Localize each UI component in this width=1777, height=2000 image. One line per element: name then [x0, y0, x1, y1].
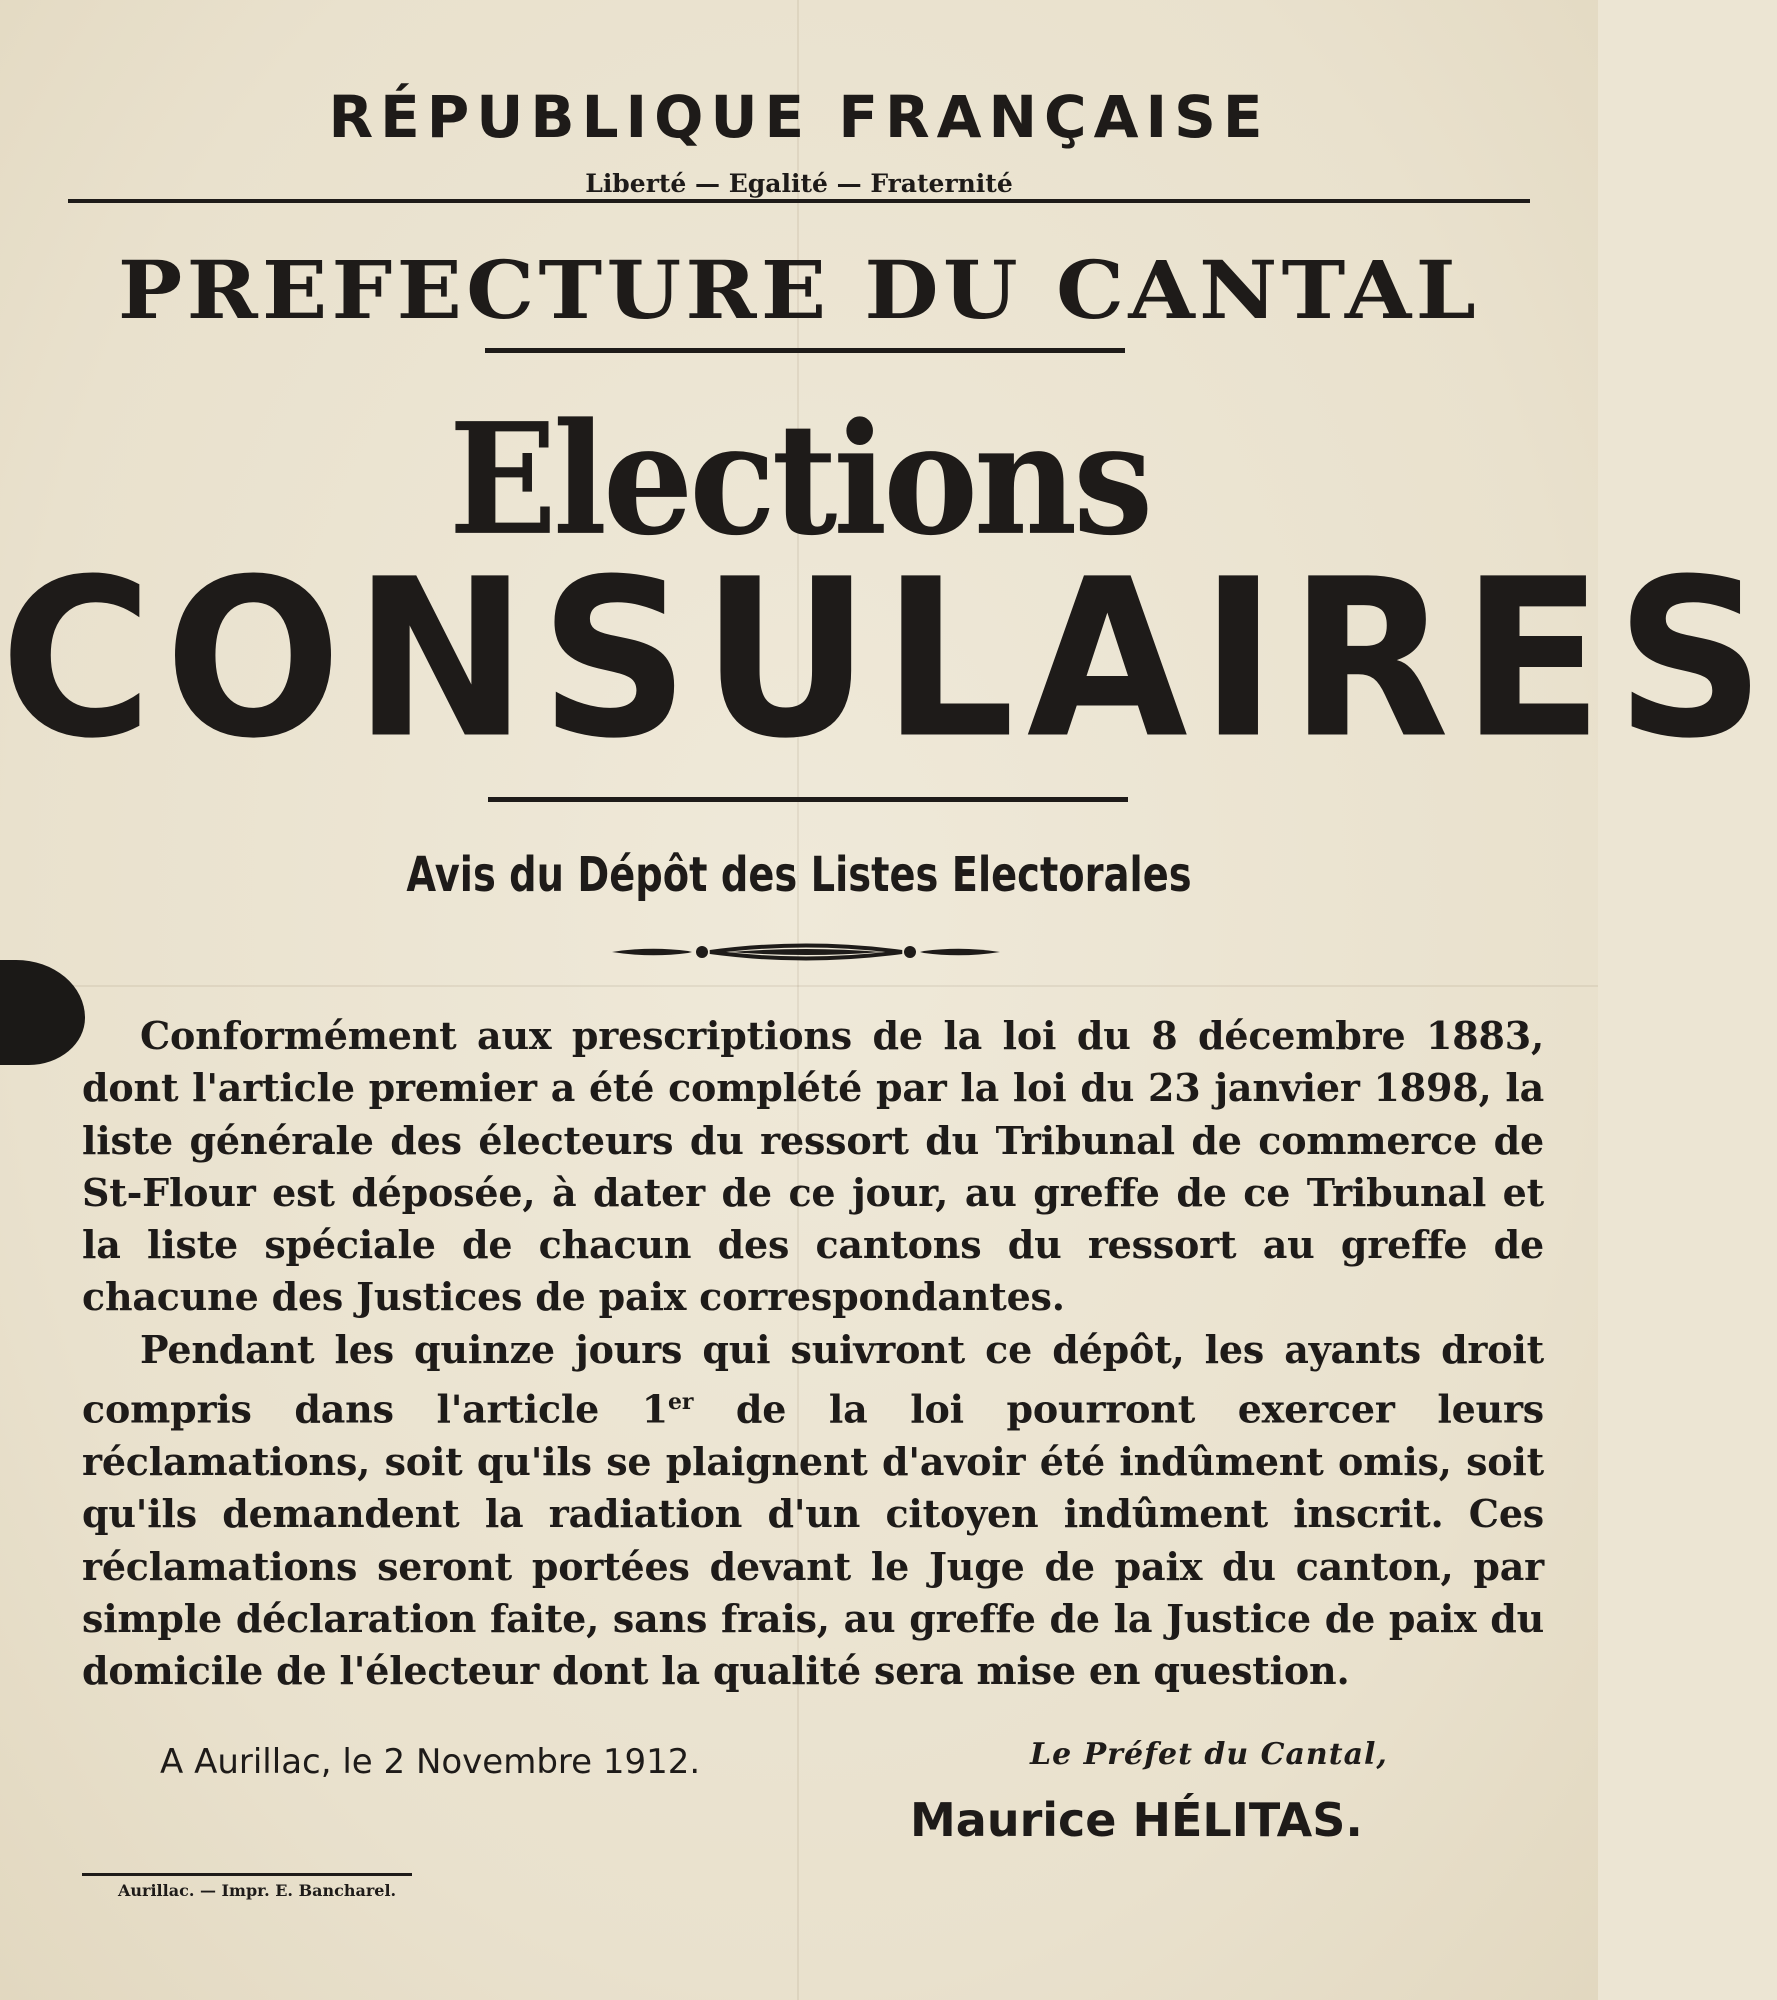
printer-imprint: Aurillac. — Impr. E. Bancharel. [118, 1881, 397, 1900]
notice-paragraph-1: Conformément aux prescriptions de la loi du 8 décembre 1883, dont l'article premier a été complété par la loi du 23 janvier 1898, la liste générale des électeurs du ressort du Tribunal de commerce de St-Flour est déposée, à dater de ce jour, au greffe de ce Tribunal et la liste spéciale de chacun des cantons du ressort au greffe de chacune des Justices de paix correspondantes. [82, 1013, 1544, 1320]
elections-heading: Elections [448, 390, 1150, 570]
prefect-title: Le Préfet du Cantal, [1030, 1737, 1388, 1772]
prefecture-rule [485, 348, 1125, 353]
date-line: A Aurillac, le 2 Novembre 1912. [160, 1742, 701, 1782]
notice-subtitle: Avis du Dépôt des Listes Electorales [406, 847, 1192, 903]
header-rule [68, 199, 1530, 203]
republic-heading: RÉPUBLIQUE FRANÇAISE [328, 83, 1270, 151]
paper-tear-mark [0, 960, 85, 1065]
republic-motto: Liberté — Egalité — Fraternité [585, 169, 1013, 198]
prefecture-heading: PREFECTURE DU CANTAL [117, 243, 1481, 337]
paper-fold-horizontal [0, 985, 1598, 987]
notice-paragraph-2-end: de la loi pourront exercer leurs réclamations, soit qu'ils se plaignent d'avoir été indûment omis, soit qu'ils demandent la radiation d'un citoyen indûment inscrit. Ces réclamations seront portées devant le Juge de paix du canton, par simple déclaration faite, sans frais, au greffe de la Justice de paix du domicile de l'électeur dont la qualité sera mise en question. [82, 1386, 1544, 1694]
notice-body [82, 1010, 1544, 1698]
notice-paragraph-2 [82, 1324, 1544, 1698]
prefect-signature-name: Maurice HÉLITAS. [910, 1793, 1363, 1847]
notice-paragraph-2-start: Pendant les quinze jours qui suivront ce dépôt, les ayants droit compris dans l'article 1 [82, 1326, 1544, 1432]
ordinal-suffix: er [668, 1389, 694, 1416]
consulaires-heading: CONSULAIRES [0, 532, 1777, 788]
ornament-divider-icon [610, 937, 1002, 967]
printer-rule [82, 1873, 412, 1876]
title-rule [488, 797, 1128, 802]
